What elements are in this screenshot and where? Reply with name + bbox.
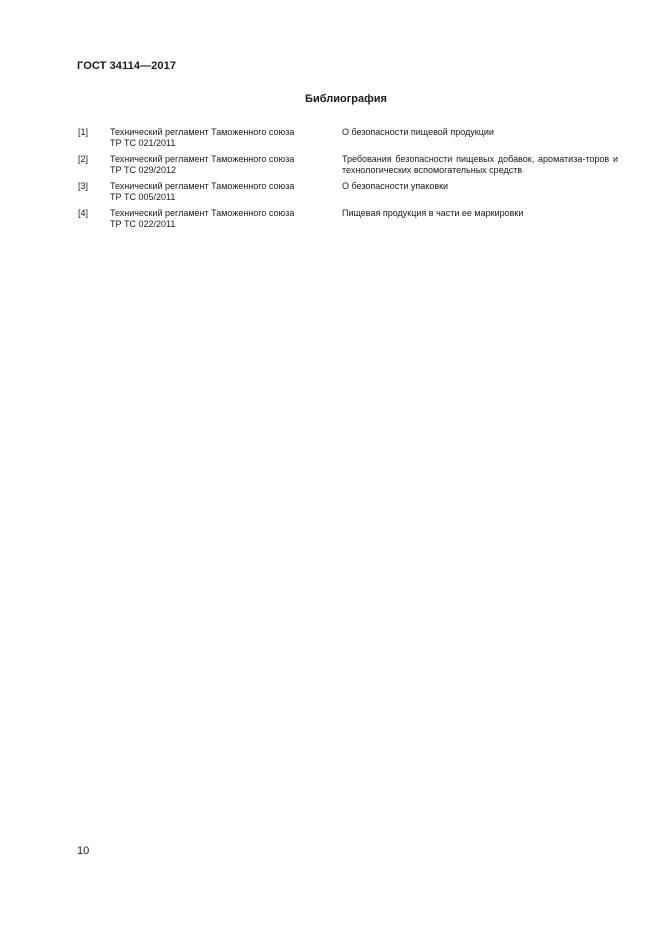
entry-title: Пищевая продукция в части ее маркировки — [342, 208, 524, 218]
entry-document-line: Технический регламент Таможенного союза — [110, 181, 295, 191]
entry-number: [1] — [78, 127, 89, 137]
entry-document — [110, 154, 342, 176]
entry-number: [4] — [78, 208, 89, 218]
entry-document-code: ТР ТС 005/2011 — [110, 192, 176, 202]
entry-document-code: ТР ТС 029/2012 — [110, 165, 177, 175]
entry-document — [110, 181, 342, 203]
bibliography-entry — [78, 154, 618, 176]
entry-document-line: Технический регламент Таможенного союза — [110, 127, 295, 137]
section-title: Библиография — [305, 93, 387, 105]
entry-document-code: ТР ТС 022/2011 — [110, 219, 176, 229]
entry-number: [2] — [78, 154, 89, 164]
entry-document-code: ТР ТС 021/2011 — [110, 138, 176, 148]
bibliography-list — [78, 127, 618, 235]
bibliography-entry — [78, 181, 618, 203]
entry-document-line: Технический регламент Таможенного союза — [110, 208, 295, 218]
entry-title: О безопасности упаковки — [342, 181, 449, 191]
page-number: 10 — [77, 845, 90, 857]
entry-number: [3] — [78, 181, 89, 191]
bibliography-entry — [78, 127, 618, 149]
entry-document-line: Технический регламент Таможенного союза — [110, 154, 295, 164]
bibliography-entry — [78, 208, 618, 230]
entry-document — [110, 208, 342, 230]
entry-document — [110, 127, 342, 149]
document-code: ГОСТ 34114—2017 — [77, 60, 177, 72]
entry-title: Требования безопасности пищевых добавок, ароматиза-торов и технологических вспомогательных средств — [342, 154, 618, 175]
entry-title: О безопасности пищевой продукции — [342, 127, 494, 137]
